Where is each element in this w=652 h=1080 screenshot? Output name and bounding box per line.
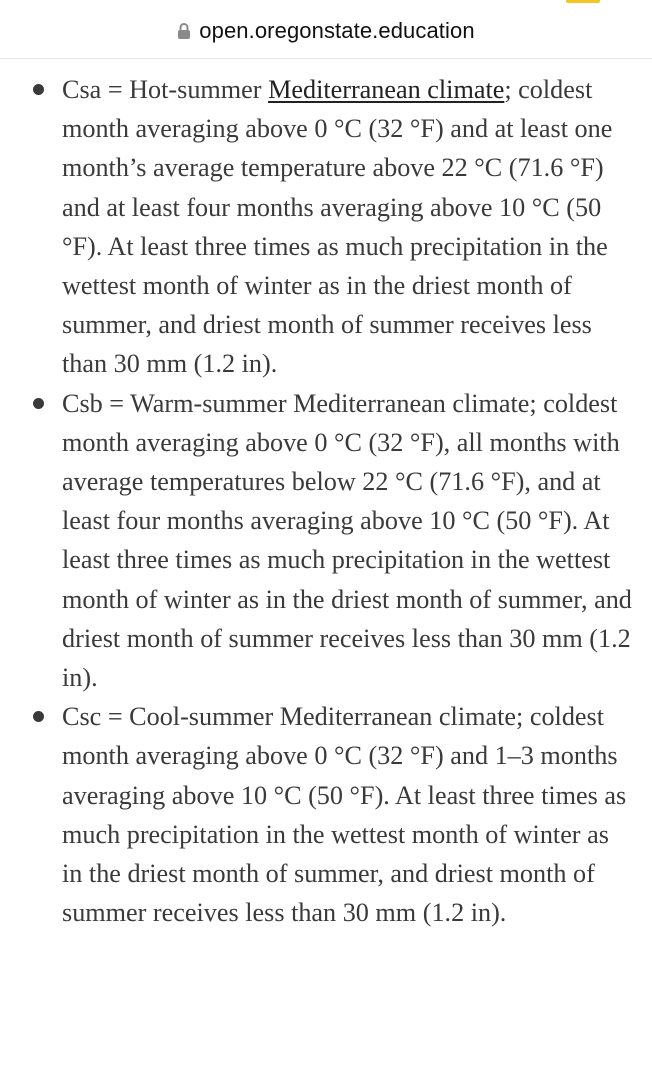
bullet: [33, 84, 44, 95]
browser-address-bar[interactable]: [0, 0, 652, 59]
tab-accent-indicator: [566, 0, 600, 3]
url-display[interactable]: [0, 16, 652, 46]
list-item-csc: [0, 697, 652, 932]
list-item-csa: [0, 70, 652, 384]
climate-list: [0, 70, 652, 932]
mediterranean-climate-link[interactable]: Mediterranean climate: [268, 75, 505, 104]
lock-icon: [177, 22, 191, 40]
page-content: [0, 70, 652, 932]
csa-prefix: Csa = Hot-summer: [62, 75, 269, 104]
csa-body: ; coldest month averaging above 0 °C (32 °F) and at least one month’s average temperature above 22 °C (71.6 °F) and at least four months averaging above 10 °C (50 °F). At least three times as much precipitation in the wettest month of winter as in the driest month of summer, and driest month of summer receives less than 30 mm (1.2 in).: [62, 75, 613, 379]
list-item-csb: [0, 384, 652, 698]
url-text: open.oregonstate.education: [199, 18, 475, 43]
csb-text: Csb = Warm-summer Mediterranean climate; coldest month averaging above 0 °C (32 °F), all months with average temperatures below 22 °C (71.6 °F), and at least four months averaging above 10 °C (50 °F). At least three times as much precipitation in the wettest month of winter as in the driest month of summer, and driest month of summer receives less than 30 mm (1.2 in).: [62, 388, 632, 693]
bullet: [33, 711, 44, 722]
bullet: [33, 398, 44, 409]
csc-text: Csc = Cool-summer Mediterranean climate; coldest month averaging above 0 °C (32 °F) and 1–3 months averaging above 10 °C (50 °F). At least three times as much precipitation in the wettest month of winter as in the driest month of summer, and driest month of summer receives less than 30 mm (1.2 in).: [62, 702, 627, 928]
